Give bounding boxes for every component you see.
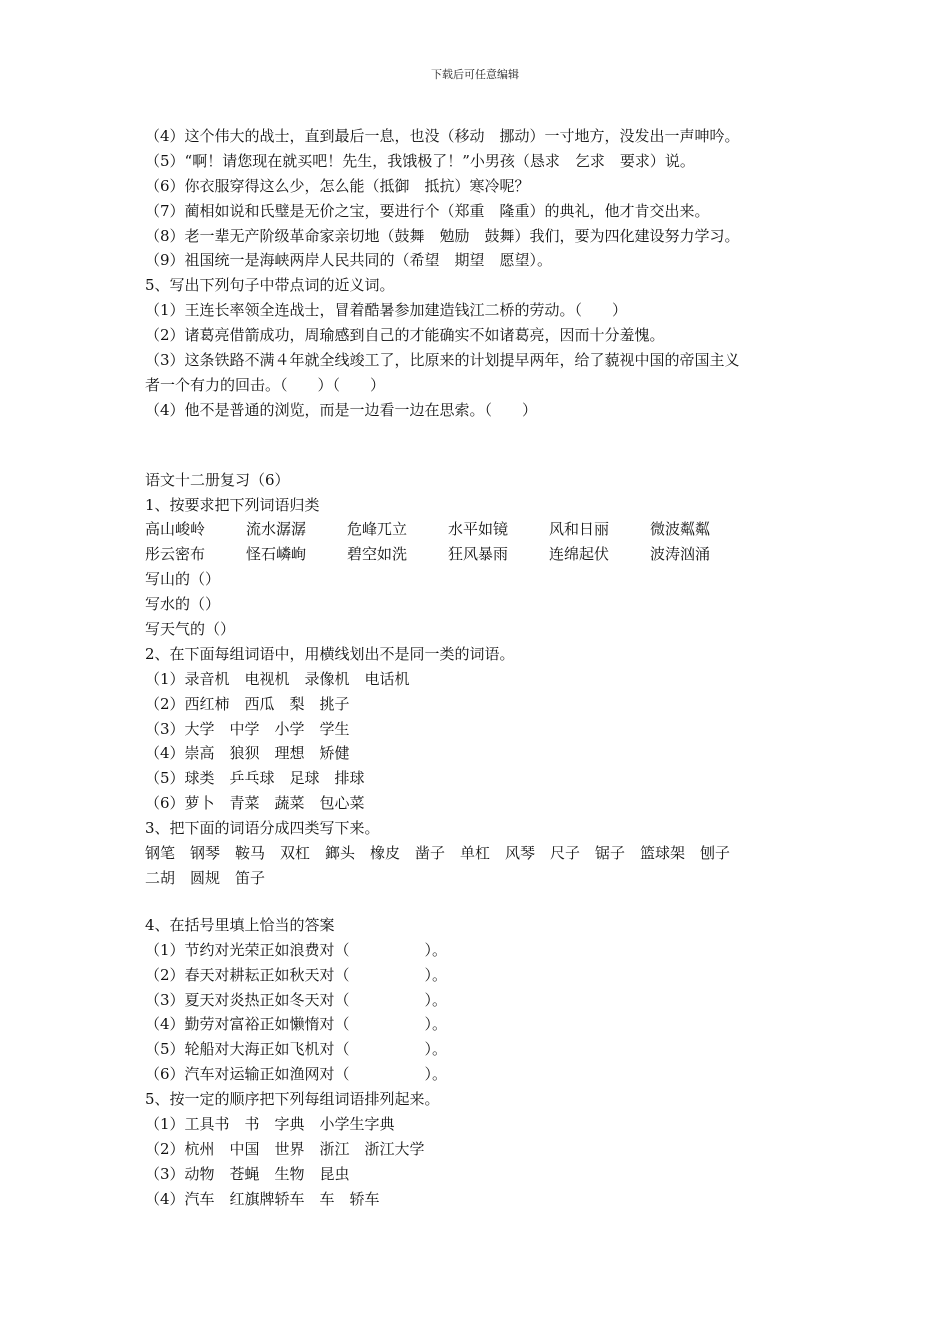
text-line: （3）夏天对炎热正如冬天对（ ）。 (145, 990, 448, 1009)
text-line: （9）祖国统一是海峡两岸人民共同的（希望 期望 愿望）。 (145, 251, 553, 270)
text-line: （4）他不是普通的浏览，而是一边看一边在思索。（ ） (145, 400, 538, 419)
text-line: （3）这条铁路不满４年就全线竣工了，比原来的计划提早两年，给了藐视中国的帝国主义 (145, 351, 740, 370)
text-line: （3）动物 苍蝇 生物 昆虫 (145, 1164, 350, 1183)
text-line: （8）老一辈无产阶级革命家亲切地（鼓舞 勉励 鼓舞）我们，要为四化建设努力学习。 (145, 226, 740, 245)
text-line: （1）工具书 书 字典 小学生字典 (145, 1114, 395, 1133)
question-title: 3、把下面的词语分成四类写下来。 (145, 819, 380, 838)
text-line: （4）汽车 红旗牌轿车 车 轿车 (145, 1189, 380, 1208)
text-line: 二胡 圆规 笛子 (145, 868, 266, 887)
spacer (145, 423, 815, 468)
text-line: （5）球类 乒乓球 足球 排球 (145, 769, 365, 788)
question-title: 2、在下面每组词语中，用横线划出不是同一类的词语。 (145, 644, 515, 663)
section-title: 语文十二册复习（6） (145, 470, 290, 489)
text-line: （4）勤劳对富裕正如懒惰对（ ）。 (145, 1015, 448, 1034)
text-line: （3）大学 中学 小学 学生 (145, 719, 350, 738)
text-line: 写山的（） (145, 570, 221, 589)
word: 狂风暴雨 (448, 545, 509, 564)
word: 危峰兀立 (347, 520, 408, 539)
text-line: （6）你衣服穿得这么少，怎么能（抵御 抵抗）寒冷呢？ (145, 176, 530, 195)
text-line: （1）录音机 电视机 录像机 电话机 (145, 669, 410, 688)
word-row (145, 517, 815, 542)
text-line: （1）王连长率领全连战士，冒着酷暑参加建造钱江二桥的劳动。（ ） (145, 301, 628, 320)
text-line: （5）轮船对大海正如飞机对（ ）。 (145, 1040, 448, 1059)
word: 连绵起伏 (549, 545, 610, 564)
text-line: （5）“啊！请您现在就买吧！先生，我饿极了！”小男孩（恳求 乞求 要求）说。 (145, 151, 695, 170)
word: 风和日丽 (549, 520, 610, 539)
text-line: （4）这个伟大的战士，直到最后一息，也没（移动 挪动）一寸地方，没发出一声呻吟。 (145, 127, 740, 145)
text-line: （2）西红柿 西瓜 梨 挑子 (145, 694, 350, 713)
question-title: 5、按一定的顺序把下列每组词语排列起来。 (145, 1090, 440, 1109)
word: 彤云密布 (145, 545, 206, 564)
text-line: 写水的（） (145, 595, 221, 614)
text-line: （2）诸葛亮借箭成功，周瑜感到自己的才能确实不如诸葛亮，因而十分羞愧。 (145, 326, 665, 345)
document-body (145, 124, 815, 1212)
text-line: （2）杭州 中国 世界 浙江 浙江大学 (145, 1139, 425, 1158)
word: 怪石嶙峋 (246, 545, 307, 564)
word: 流水潺潺 (246, 520, 307, 539)
page-header: 下载后可任意编辑 (431, 68, 519, 81)
text-line: （6）萝卜 青菜 蔬菜 包心菜 (145, 794, 365, 813)
word-row (145, 542, 815, 567)
text-line: （7）蔺相如说和氏璧是无价之宝，要进行个（郑重 隆重）的典礼，他才肯交出来。 (145, 201, 710, 220)
word: 碧空如洗 (347, 545, 408, 564)
text-line: （2）春天对耕耘正如秋天对（ ）。 (145, 965, 448, 984)
text-line: （1）节约对光荣正如浪费对（ ）。 (145, 940, 448, 959)
word: 微波粼粼 (650, 520, 711, 539)
text-line: （6）汽车对运输正如渔网对（ ）。 (145, 1065, 448, 1084)
spacer (145, 891, 815, 913)
word: 水平如镜 (448, 520, 509, 539)
text-line: （4）崇高 狼狈 理想 矫健 (145, 744, 350, 763)
text-line: 者一个有力的回击。（ ）（ ） (145, 375, 386, 394)
question-title: 1、按要求把下列词语归类 (145, 495, 320, 514)
word: 高山峻岭 (145, 520, 206, 539)
text-line: 钢笔 钢琴 鞍马 双杠 鎯头 橡皮 凿子 单杠 风琴 尺子 锯子 篮球架 刨子 (145, 844, 731, 863)
text-line: 写天气的（） (145, 620, 236, 639)
word: 波涛汹涌 (650, 545, 711, 564)
question-title: 5、写出下列句子中带点词的近义词。 (145, 276, 395, 295)
question-title: 4、在括号里填上恰当的答案 (145, 915, 335, 934)
